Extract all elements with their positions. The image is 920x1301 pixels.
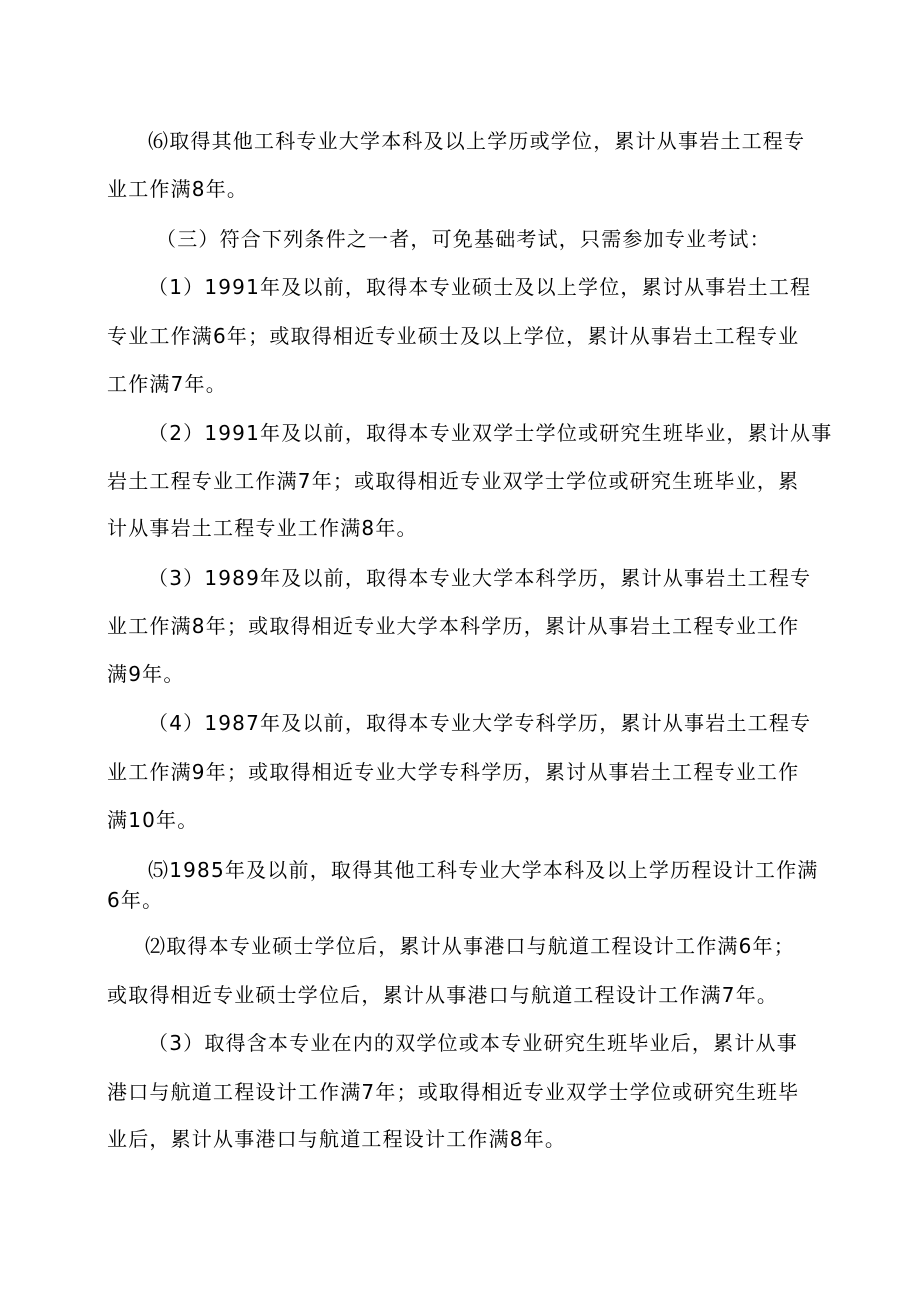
text-line: 业工作满8年。 <box>107 177 249 201</box>
text-line: 满9年。 <box>107 662 185 686</box>
text-line: （2）1991年及以前，取得本专业双学士学位或研究生班毕业，累计从事 <box>148 421 833 445</box>
text-line: 港口与航道工程设计工作满7年；或取得相近专业双学士学位或研究生班毕 <box>107 1080 800 1104</box>
text-line: 业工作满9年；或取得相近专业大学专科学历，累讨从事岩土工程专业工作 <box>107 760 800 784</box>
text-line: 业后，累计从事港口与航道工程设计工作满8年。 <box>107 1127 567 1151</box>
text-line: （3）1989年及以前，取得本专业大学本科学历，累计从事岩土工程专 <box>148 566 812 590</box>
text-line: （3）取得含本专业在内的双学位或本专业研究生班毕业后，累计从事 <box>148 1031 798 1055</box>
text-line: 满10年。 <box>107 808 199 832</box>
text-line: 或取得相近专业硕士学位后，累计从事港口与航道工程设计工作满7年。 <box>107 983 779 1007</box>
text-line: （1）1991年及以前，取得本专业硕士及以上学位，累讨从事岩土工程 <box>148 275 812 299</box>
text-line: ⑸1985年及以前，取得其他工科专业大学本科及以上学历程设计工作满 <box>148 858 819 882</box>
text-line: 业工作满8年；或取得相近专业大学本科学历，累计从事岩土工程专业工作 <box>107 614 800 638</box>
text-line: 工作满7年。 <box>107 372 227 396</box>
text-line: 计从事岩土工程专业工作满8年。 <box>107 516 418 540</box>
text-line: 岩土工程专业工作满7年；或取得相近专业双学士学位或研究生班毕业，累 <box>107 469 800 493</box>
text-line: （三）符合下列条件之一者，可免基础考试，只需参加专业考试： <box>156 227 771 251</box>
text-line: ⑵取得本专业硕士学位后，累计从事港口与航道工程设计工作满6年； <box>145 934 795 958</box>
text-line: （4）1987年及以前，取得本专业大学专科学历，累计从事岩土工程专 <box>148 711 812 735</box>
text-line: ⑹取得其他工科专业大学本科及以上学历或学位，累计从事岩土工程专 <box>148 129 806 153</box>
text-line: 6年。 <box>107 888 164 912</box>
text-line: 专业工作满6年；或取得相近专业硕士及以上学位，累计从事岩土工程专业 <box>107 324 800 348</box>
